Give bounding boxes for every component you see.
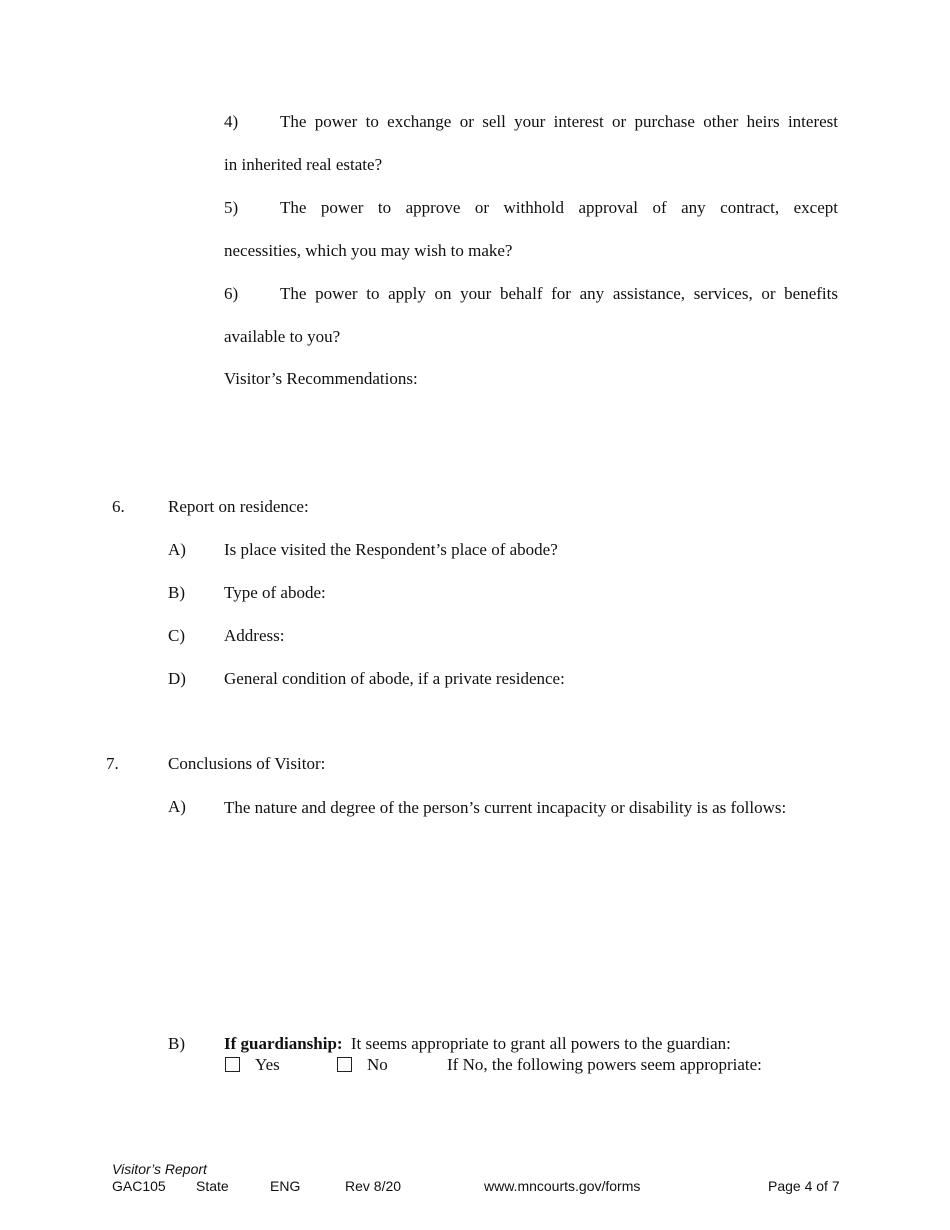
section-6-c-text: Address: bbox=[224, 626, 285, 645]
power-6-number: 6) bbox=[224, 284, 239, 303]
footer-revision: Rev 8/20 bbox=[345, 1178, 402, 1194]
footer-page-number: Page 4 of 7 bbox=[768, 1178, 840, 1194]
section-6-d-letter: D) bbox=[168, 669, 186, 688]
section-7-title: Conclusions of Visitor: bbox=[168, 754, 326, 773]
footer-form-title: Visitor’s Report bbox=[112, 1161, 207, 1177]
section-6-b-letter: B) bbox=[168, 583, 185, 602]
section-7-a-text: The nature and degree of the person’s current incapacity or disability is as follows: bbox=[224, 798, 787, 817]
visitor-recommendations-label: Visitor’s Recommendations: bbox=[224, 369, 418, 388]
section-6-number: 6. bbox=[112, 497, 125, 516]
power-5-number: 5) bbox=[224, 198, 239, 217]
section-7-a-letter: A) bbox=[168, 797, 186, 816]
section-7-b-letter: B) bbox=[168, 1034, 185, 1053]
footer-form-code: GAC105 bbox=[112, 1178, 166, 1194]
section-7-b-line bbox=[224, 1034, 731, 1054]
section-6-title: Report on residence: bbox=[168, 497, 309, 516]
power-4-number: 4) bbox=[224, 112, 239, 131]
footer-state: State bbox=[196, 1178, 229, 1194]
section-6-c-letter: C) bbox=[168, 626, 185, 645]
yes-checkbox[interactable] bbox=[225, 1057, 240, 1072]
guardianship-question: It seems appropriate to grant all powers to the guardian: bbox=[350, 1034, 731, 1053]
section-6-a-text: Is place visited the Respondent’s place of abode? bbox=[224, 540, 558, 559]
if-no-instructions: If No, the following powers seem appropriate: bbox=[447, 1055, 762, 1074]
section-6-d-text: General condition of abode, if a private residence: bbox=[224, 669, 565, 688]
section-6-b-text: Type of abode: bbox=[224, 583, 326, 602]
power-6-continuation: available to you? bbox=[224, 327, 341, 346]
guardianship-label: If guardianship: bbox=[224, 1034, 343, 1053]
no-label: No bbox=[367, 1055, 388, 1074]
power-5-continuation: necessities, which you may wish to make? bbox=[224, 241, 513, 260]
section-6-a-letter: A) bbox=[168, 540, 186, 559]
yes-label: Yes bbox=[255, 1055, 280, 1074]
footer-language: ENG bbox=[270, 1178, 301, 1194]
section-7-number: 7. bbox=[106, 754, 119, 773]
power-5-text: The power to approve or withhold approval of any contract, except bbox=[280, 198, 838, 217]
footer-website[interactable]: www.mncourts.gov/forms bbox=[484, 1178, 641, 1194]
power-4-continuation: in inherited real estate? bbox=[224, 155, 383, 174]
no-checkbox[interactable] bbox=[337, 1057, 352, 1072]
power-4-text: The power to exchange or sell your interest or purchase other heirs interest bbox=[280, 112, 838, 131]
power-6-text: The power to apply on your behalf for any assistance, services, or benefits bbox=[280, 284, 838, 303]
